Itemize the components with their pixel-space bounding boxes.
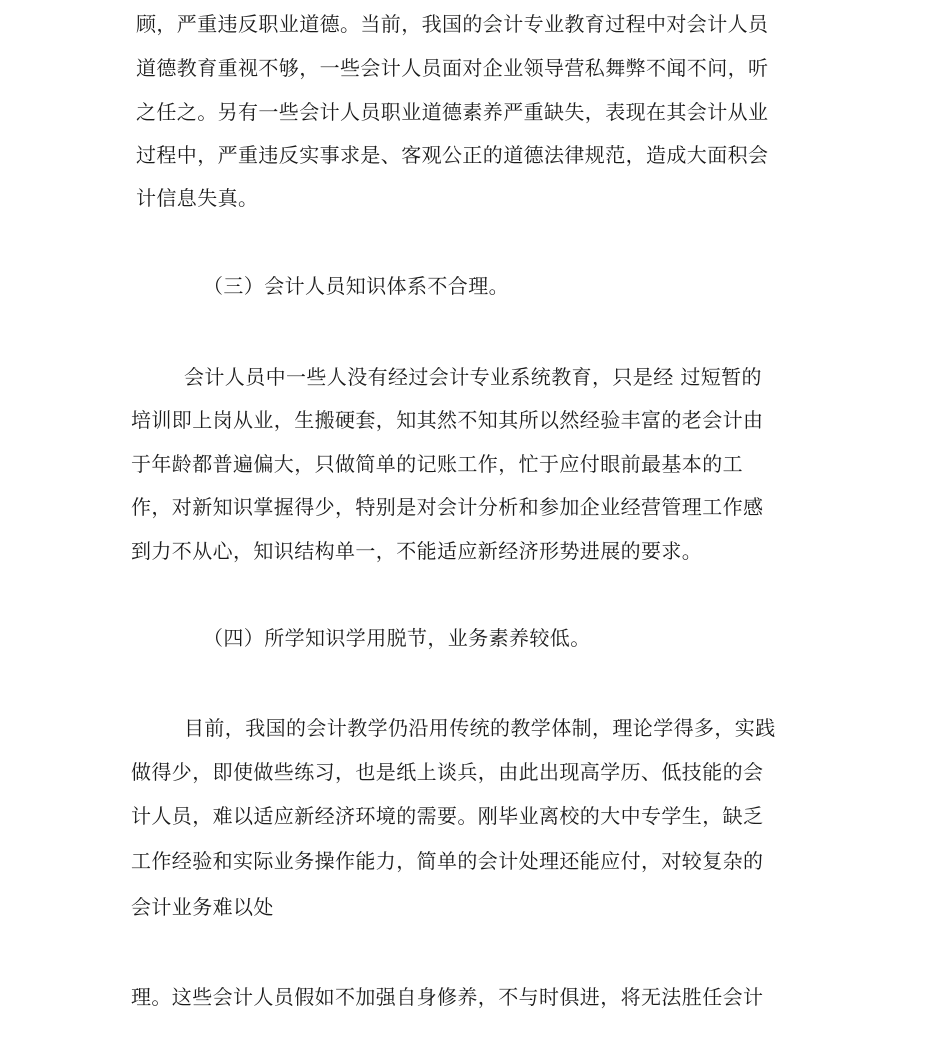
text-line: 理。这些会计人员假如不加强自身修养，不与时俱进，将无法胜任会计 xyxy=(131,985,764,1009)
section-heading-4: （四）所学知识学用脱节，业务素养较低。 xyxy=(203,626,591,650)
text-line: 到力不从心，知识结构单一，不能适应新经济形势进展的要求。 xyxy=(131,539,703,563)
text-line: 之任之。另有一些会计人员职业道德素养严重缺失，表现在其会计从业 xyxy=(136,100,769,124)
text-line: 于年龄都普遍偏大，只做简单的记账工作，忙于应付眼前最基本的工 xyxy=(131,452,743,476)
section-heading-3: （三）会计人员知识体系不合理。 xyxy=(203,274,509,298)
text-line: 道德教育重视不够，一些会计人员面对企业领导营私舞弊不闻不问，听 xyxy=(136,56,769,80)
text-line: 过程中，严重违反实事求是、客观公正的道德法律规范，造成大面积会 xyxy=(136,143,769,167)
text-line: 做得少，即使做些练习，也是纸上谈兵，由此出现高学历、低技能的会 xyxy=(131,760,764,784)
text-line: 计信息失真。 xyxy=(136,186,259,210)
text-line: 会计业务难以处 xyxy=(131,895,274,919)
text-line: 作，对新知识掌握得少，特别是对会计分析和参加企业经营管理工作感 xyxy=(131,495,764,519)
text-line: 培训即上岗从业，生搬硬套，知其然不知其所以然经验丰富的老会计由 xyxy=(131,408,764,432)
text-line: 计人员，难以适应新经济环境的需要。刚毕业离校的大中专学生，缺乏 xyxy=(131,804,764,828)
text-line: 工作经验和实际业务操作能力，简单的会计处理还能应付，对较复杂的 xyxy=(131,849,764,873)
text-line: 目前，我国的会计教学仍沿用传统的教学体制，理论学得多，实践 xyxy=(184,716,776,740)
text-line: 顾，严重违反职业道德。当前，我国的会计专业教育过程中对会计人员 xyxy=(136,12,769,36)
text-line: 会计人员中一些人没有经过会计专业系统教育，只是经 过短暂的 xyxy=(184,365,762,389)
